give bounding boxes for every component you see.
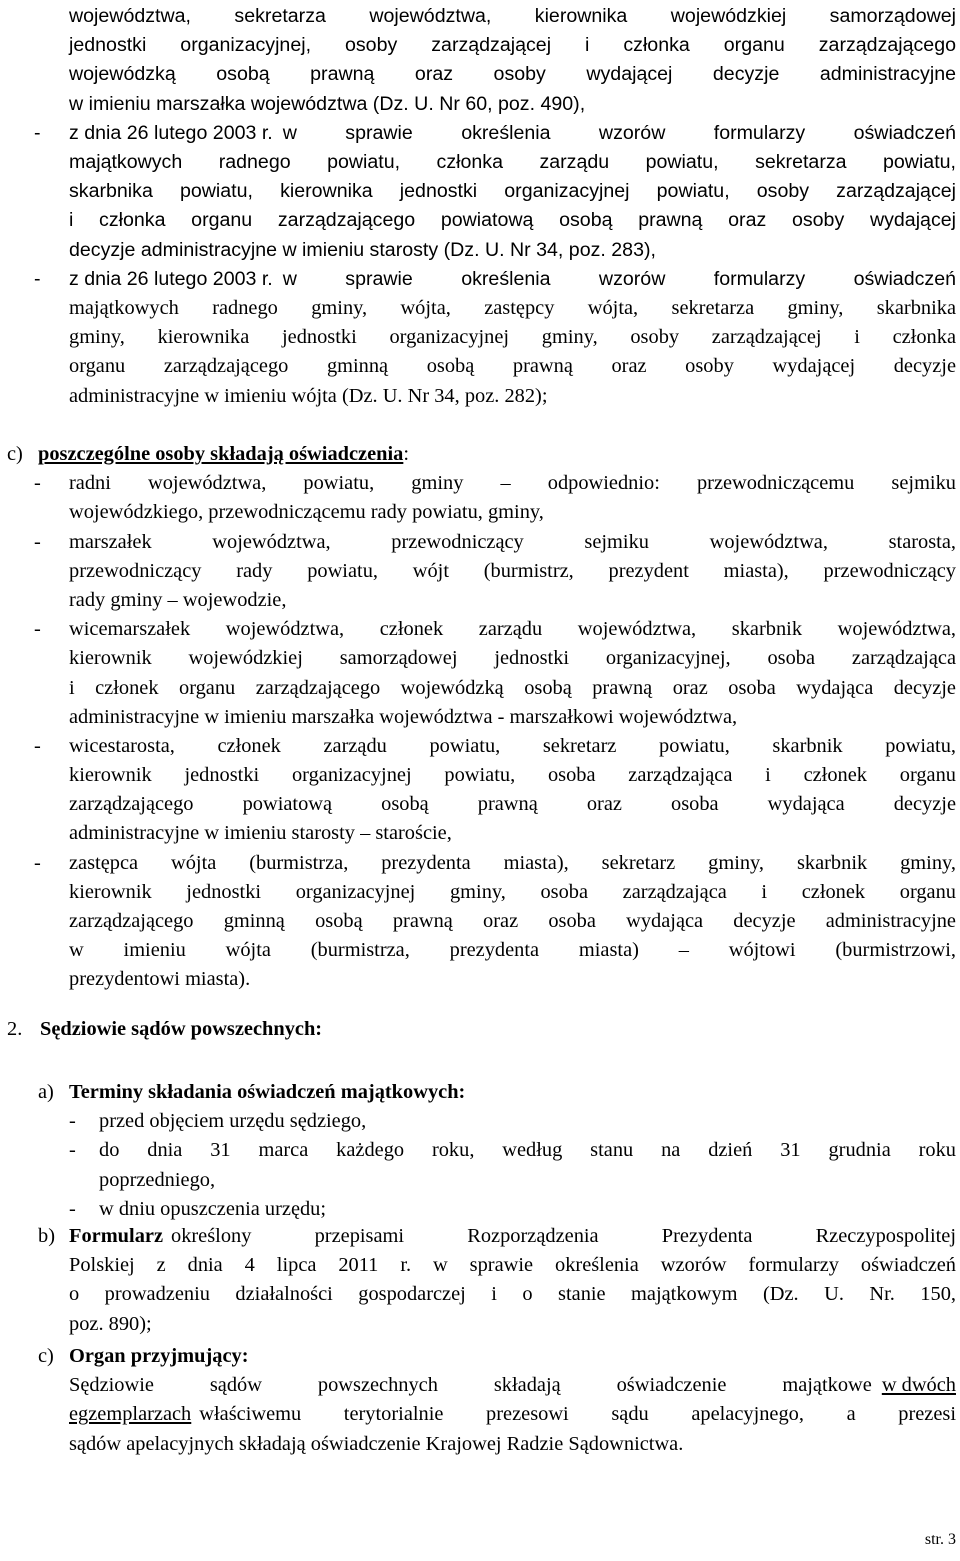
text-line: majątkowych radnego gminy, wójta, zastępcy wójta, sekretarza gminy, skarbnika [69, 296, 956, 319]
text-line: marszałek województwa, przewodniczący sejmiku województwa, starosta, [69, 530, 956, 553]
text-line: o prowadzeniu działalności gospodarczej i o stanie majątkowym (Dz. U. Nr. 150, [69, 1283, 956, 1306]
list-item-line [0, 703, 960, 732]
deadlines-list [0, 1107, 960, 1224]
text-line: województwa, sekretarza województwa, kierownika wojewódzkiej samorządowej [69, 5, 956, 27]
text-line: wicestarosta, członek zarządu powiatu, sekretarz powiatu, skarbnik powiatu, [69, 734, 956, 757]
text-line: zarządzającego powiatową osobą prawną oraz osoba wydająca decyzje [69, 793, 956, 816]
text-line [69, 119, 956, 148]
list-item-line [0, 1107, 960, 1136]
text-line: administracyjne w imieniu starosty – staroście, [69, 822, 452, 845]
text-line [69, 1371, 956, 1400]
page-number: str. 3 [924, 1531, 956, 1548]
list-item-line [0, 615, 960, 644]
text-line: kierownik jednostki organizacyjnej powiatu, osoba zarządzająca i członek organu [69, 764, 956, 787]
list-dash: - [34, 121, 41, 144]
text-line: wojewódzką osobą prawną oraz osoby wydającej decyzje administracyjne [69, 63, 956, 86]
text-line: wojewódzkiego, przewodniczącemu rady powiatu, gminy, [69, 501, 544, 524]
section-heading: Sędziowie sądów powszechnych: [40, 1018, 323, 1040]
text-line: prezydentowi miasta). [69, 968, 251, 991]
list-item-line [0, 732, 960, 761]
list-item-line [0, 586, 960, 615]
subsection-c [0, 1342, 960, 1459]
text-line: rady gminy – wojewodzie, [69, 588, 287, 611]
text-line [69, 1222, 956, 1251]
text-line: jednostki organizacyjnej, osoby zarządzającej i członka organu zarządzającego [69, 34, 956, 57]
text-line [69, 1400, 956, 1429]
text-line: majątkowych radnego powiatu, członka zarządu powiatu, sekretarza powiatu, [69, 150, 956, 173]
list-item-line [0, 1136, 960, 1165]
text-line: administracyjne w imieniu marszałka województwa - marszałkowi województwa, [69, 705, 738, 728]
subsection-label: a) [38, 1081, 54, 1103]
text-line: w dniu opuszczenia urzędu; [99, 1197, 327, 1220]
text-line: organu zarządzającego gminną osobą prawną oraz osoby wydającej decyzje [69, 355, 956, 378]
subsection-heading: Terminy składania oświadczeń majątkowych: [69, 1081, 466, 1103]
text-line: wicemarszałek województwa, członek zarządu województwa, skarbnik województwa, [69, 618, 956, 641]
text-line [69, 265, 956, 294]
list-dash: - [34, 734, 41, 757]
text-line: właściwemu terytorialnie prezesowi sądu apelacyjnego, a prezesi [199, 1403, 956, 1426]
list-item-line [0, 878, 960, 907]
section-number: 2. [7, 1018, 23, 1040]
list-item-line [0, 557, 960, 586]
text-line: w imieniu wójta (burmistrza, prezydenta miasta) – wójtowi (burmistrzowi, [69, 939, 956, 962]
subsection-heading: Formularz [69, 1225, 163, 1247]
list-dash: - [34, 618, 41, 641]
regulation-date: z dnia 26 lutego 2003 r. [69, 121, 273, 144]
text-line: decyzje administracyjne w imieniu starosty (Dz. U. Nr 34, poz. 283), [69, 238, 656, 261]
list-item-line [0, 498, 960, 527]
text-line: zarządzającego gminną osobą prawną oraz osoba wydająca decyzje administracyjne [69, 910, 956, 932]
list-item-line [0, 674, 960, 703]
list-item-line [0, 849, 960, 878]
list-dash: - [34, 267, 41, 290]
list-dash: - [69, 1110, 76, 1133]
list-item-line [0, 907, 960, 936]
text-line: kierownik wojewódzkiej samorządowej jednostki organizacyjnej, osoba zarządzająca [69, 647, 956, 670]
text-line: kierownik jednostki organizacyjnej gminy, osoba zarządzająca i członek organu [69, 880, 956, 903]
text-line: administracyjne w imieniu wójta (Dz. U. Nr 34, poz. 282); [69, 384, 548, 407]
text-line: gminy, kierownika jednostki organizacyjnej gminy, osoby zarządzającej i członka [69, 326, 956, 349]
regulation-gmina [0, 265, 960, 411]
text-line: przed objęciem urzędu sędziego, [99, 1110, 367, 1133]
text-line: radni województwa, powiatu, gminy – odpowiednio: przewodniczącemu sejmiku [69, 472, 956, 495]
list-dash: - [34, 472, 41, 495]
list-item-line [0, 528, 960, 557]
list-item-line [0, 1166, 960, 1195]
text-line: przewodniczący rady powiatu, wójt (burmistrz, prezydent miasta), przewodniczący [69, 559, 956, 582]
text-line: do dnia 31 marca każdego roku, według stanu na dzień 31 grudnia roku [99, 1139, 956, 1162]
underlined-text: egzemplarzach [69, 1403, 192, 1426]
regulation-powiat [0, 119, 960, 265]
subsection-label: c) [38, 1345, 54, 1367]
text-line: określony przepisami Rozporządzenia Prezydenta Rzeczypospolitej [171, 1225, 956, 1247]
section-heading [38, 440, 409, 469]
section-c [0, 440, 960, 995]
text-line: zastępca wójta (burmistrza, prezydenta miasta), sekretarz gminy, skarbnik gminy, [69, 851, 956, 874]
subsection-b [0, 1222, 960, 1339]
list-dash: - [69, 1197, 76, 1220]
text-line: i członka organu zarządzającego powiatową osobą prawną oraz osoby wydającej [69, 209, 956, 232]
text-line: w imieniu marszałka województwa (Dz. U. Nr 60, poz. 490), [69, 92, 586, 115]
continuation-paragraph [0, 2, 960, 119]
text-line: w sprawie określenia wzorów formularzy oświadczeń [282, 121, 956, 144]
text-line: Sędziowie sądów powszechnych składają oświadczenie majątkowe [69, 1374, 872, 1397]
regulation-date: z dnia 26 lutego 2003 r. [69, 267, 273, 290]
list-item-line [0, 761, 960, 790]
list-dash: - [34, 530, 41, 553]
text-line: i członek organu zarządzającego wojewódzką osobą prawną oraz osoba wydająca decyzje [69, 676, 956, 699]
section-heading-text: poszczególne osoby składają oświadczenia [38, 443, 404, 465]
list-item-line [0, 1195, 960, 1224]
recipients-list [0, 469, 960, 994]
list-item-line [0, 644, 960, 673]
text-line: Polskiej z dnia 4 lipca 2011 r. w sprawie określenia wzorów formularzy oświadczeń [69, 1254, 956, 1277]
subsection-label: b) [38, 1225, 55, 1247]
list-item-line [0, 965, 960, 994]
list-item-line [0, 469, 960, 498]
text-line: poprzedniego, [99, 1168, 216, 1191]
subsection-heading: Organ przyjmujący: [69, 1345, 249, 1367]
text-line: poz. 890); [69, 1312, 152, 1335]
text-line: sądów apelacyjnych składają oświadczenie Krajowej Radzie Sądownictwa. [69, 1432, 684, 1455]
list-dash: - [34, 851, 41, 874]
text-line: skarbnika powiatu, kierownika jednostki organizacyjnej powiatu, osoby zarządzającej [69, 180, 956, 203]
list-item-line [0, 936, 960, 965]
underlined-text: w dwóch [881, 1374, 956, 1397]
list-dash: - [69, 1139, 76, 1162]
section-label: c) [7, 443, 23, 465]
list-item-line [0, 790, 960, 819]
list-item-line [0, 819, 960, 848]
text-line: w sprawie określenia wzorów formularzy oświadczeń [282, 267, 956, 290]
section-2 [0, 1015, 960, 1044]
subsection-a [0, 1078, 960, 1224]
heading-suffix: : [403, 443, 410, 465]
